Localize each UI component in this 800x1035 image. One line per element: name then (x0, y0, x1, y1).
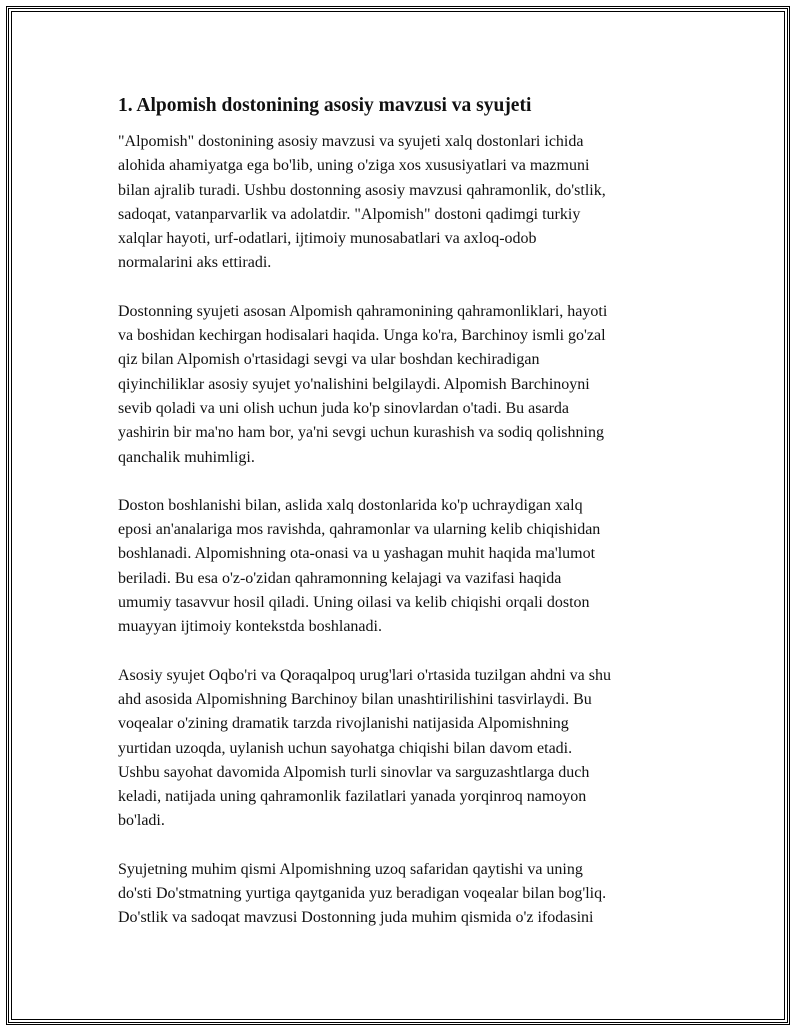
paragraph (118, 494, 688, 640)
text-line: Asosiy syujet Oqbo'ri va Qoraqalpoq urug'lari o'rtasida tuzilgan ahdni va shu (118, 666, 611, 684)
text-line: ahd asosida Alpomishning Barchinoy bilan unashtirilishini tasvirlaydi. Bu (118, 690, 592, 708)
paragraph (118, 858, 688, 931)
text-line: Do'stlik va sadoqat mavzusi Dostonning juda muhim qismida o'z ifodasini (118, 909, 594, 927)
text-line: sadoqat, vatanparvarlik va adolatdir. "Alpomish" dostoni qadimgi turkiy (118, 205, 581, 223)
document-body (118, 92, 688, 955)
text-line: Syujetning muhim qismi Alpomishning uzoq safaridan qaytishi va uning (118, 860, 583, 878)
text-line: bilan ajralib turadi. Ushbu dostonning asosiy mavzusi qahramonlik, do'stlik, (118, 181, 606, 199)
section-heading: 1. Alpomish dostonining asosiy mavzusi va syujeti (118, 95, 532, 116)
text-line: do'sti Do'stmatning yurtiga qaytganida yuz beradigan voqealar bilan bog'liq. (118, 885, 607, 903)
text-line: normalarini aks ettiradi. (118, 254, 272, 272)
text-line: Doston boshlanishi bilan, aslida xalq dostonlarida ko'p uchraydigan xalq (118, 496, 583, 514)
text-line: umumiy tasavvur hosil qiladi. Uning oilasi va kelib chiqishi orqali doston (118, 594, 590, 612)
text-line: qanchalik muhimligi. (118, 448, 255, 466)
text-line: eposi an'analariga mos ravishda, qahramonlar va ularning kelib chiqishidan (118, 521, 601, 539)
text-line: voqealar o'zining dramatik tarzda rivojlanishi natijasida Alpomishning (118, 715, 569, 733)
text-line: yashirin bir ma'no ham bor, ya'ni sevgi uchun kurashish va sodiq qolishning (118, 424, 604, 442)
text-line: qiz bilan Alpomish o'rtasidagi sevgi va ular boshdan kechiradigan (118, 351, 540, 369)
text-line: va boshidan kechirgan hodisalari haqida. Unga ko'ra, Barchinoy ismli go'zal (118, 327, 606, 345)
text-line: "Alpomish" dostonining asosiy mavzusi va syujeti xalq dostonlari ichida (118, 133, 584, 150)
text-line: muayyan ijtimoiy kontekstda boshlanadi. (118, 618, 382, 636)
text-line: keladi, natijada uning qahramonlik fazilatlari yanada yorqinroq namoyon (118, 788, 587, 806)
text-line: bo'ladi. (118, 812, 165, 830)
paragraph-list (118, 130, 688, 931)
text-line: boshlanadi. Alpomishning ota-onasi va u yashagan muhit haqida ma'lumot (118, 545, 596, 563)
text-line: xalqlar hayoti, urf-odatlari, ijtimoiy munosabatlari va axloq-odob (118, 230, 537, 248)
text-line: yurtidan uzoqda, uylanish uchun sayohatga chiqishi bilan davom etadi. (118, 739, 573, 757)
text-line: Dostonning syujeti asosan Alpomish qahramonining qahramonliklari, hayoti (118, 302, 608, 320)
paragraph (118, 130, 688, 276)
text-line: beriladi. Bu esa o'z-o'zidan qahramonning kelajagi va vazifasi haqida (118, 569, 562, 587)
paragraph (118, 664, 688, 834)
text-line: alohida ahamiyatga ega bo'lib, uning o'ziga xos xususiyatlari va mazmuni (118, 157, 590, 175)
paragraph (118, 300, 688, 470)
text-line: qiyinchiliklar asosiy syujet yo'nalishini belgilaydi. Alpomish Barchinoyni (118, 375, 590, 393)
text-line: Ushbu sayohat davomida Alpomish turli sinovlar va sarguzashtlarga duch (118, 763, 590, 781)
text-line: sevib qoladi va uni olish uchun juda ko'p sinovlardan o'tadi. Bu asarda (118, 399, 570, 417)
